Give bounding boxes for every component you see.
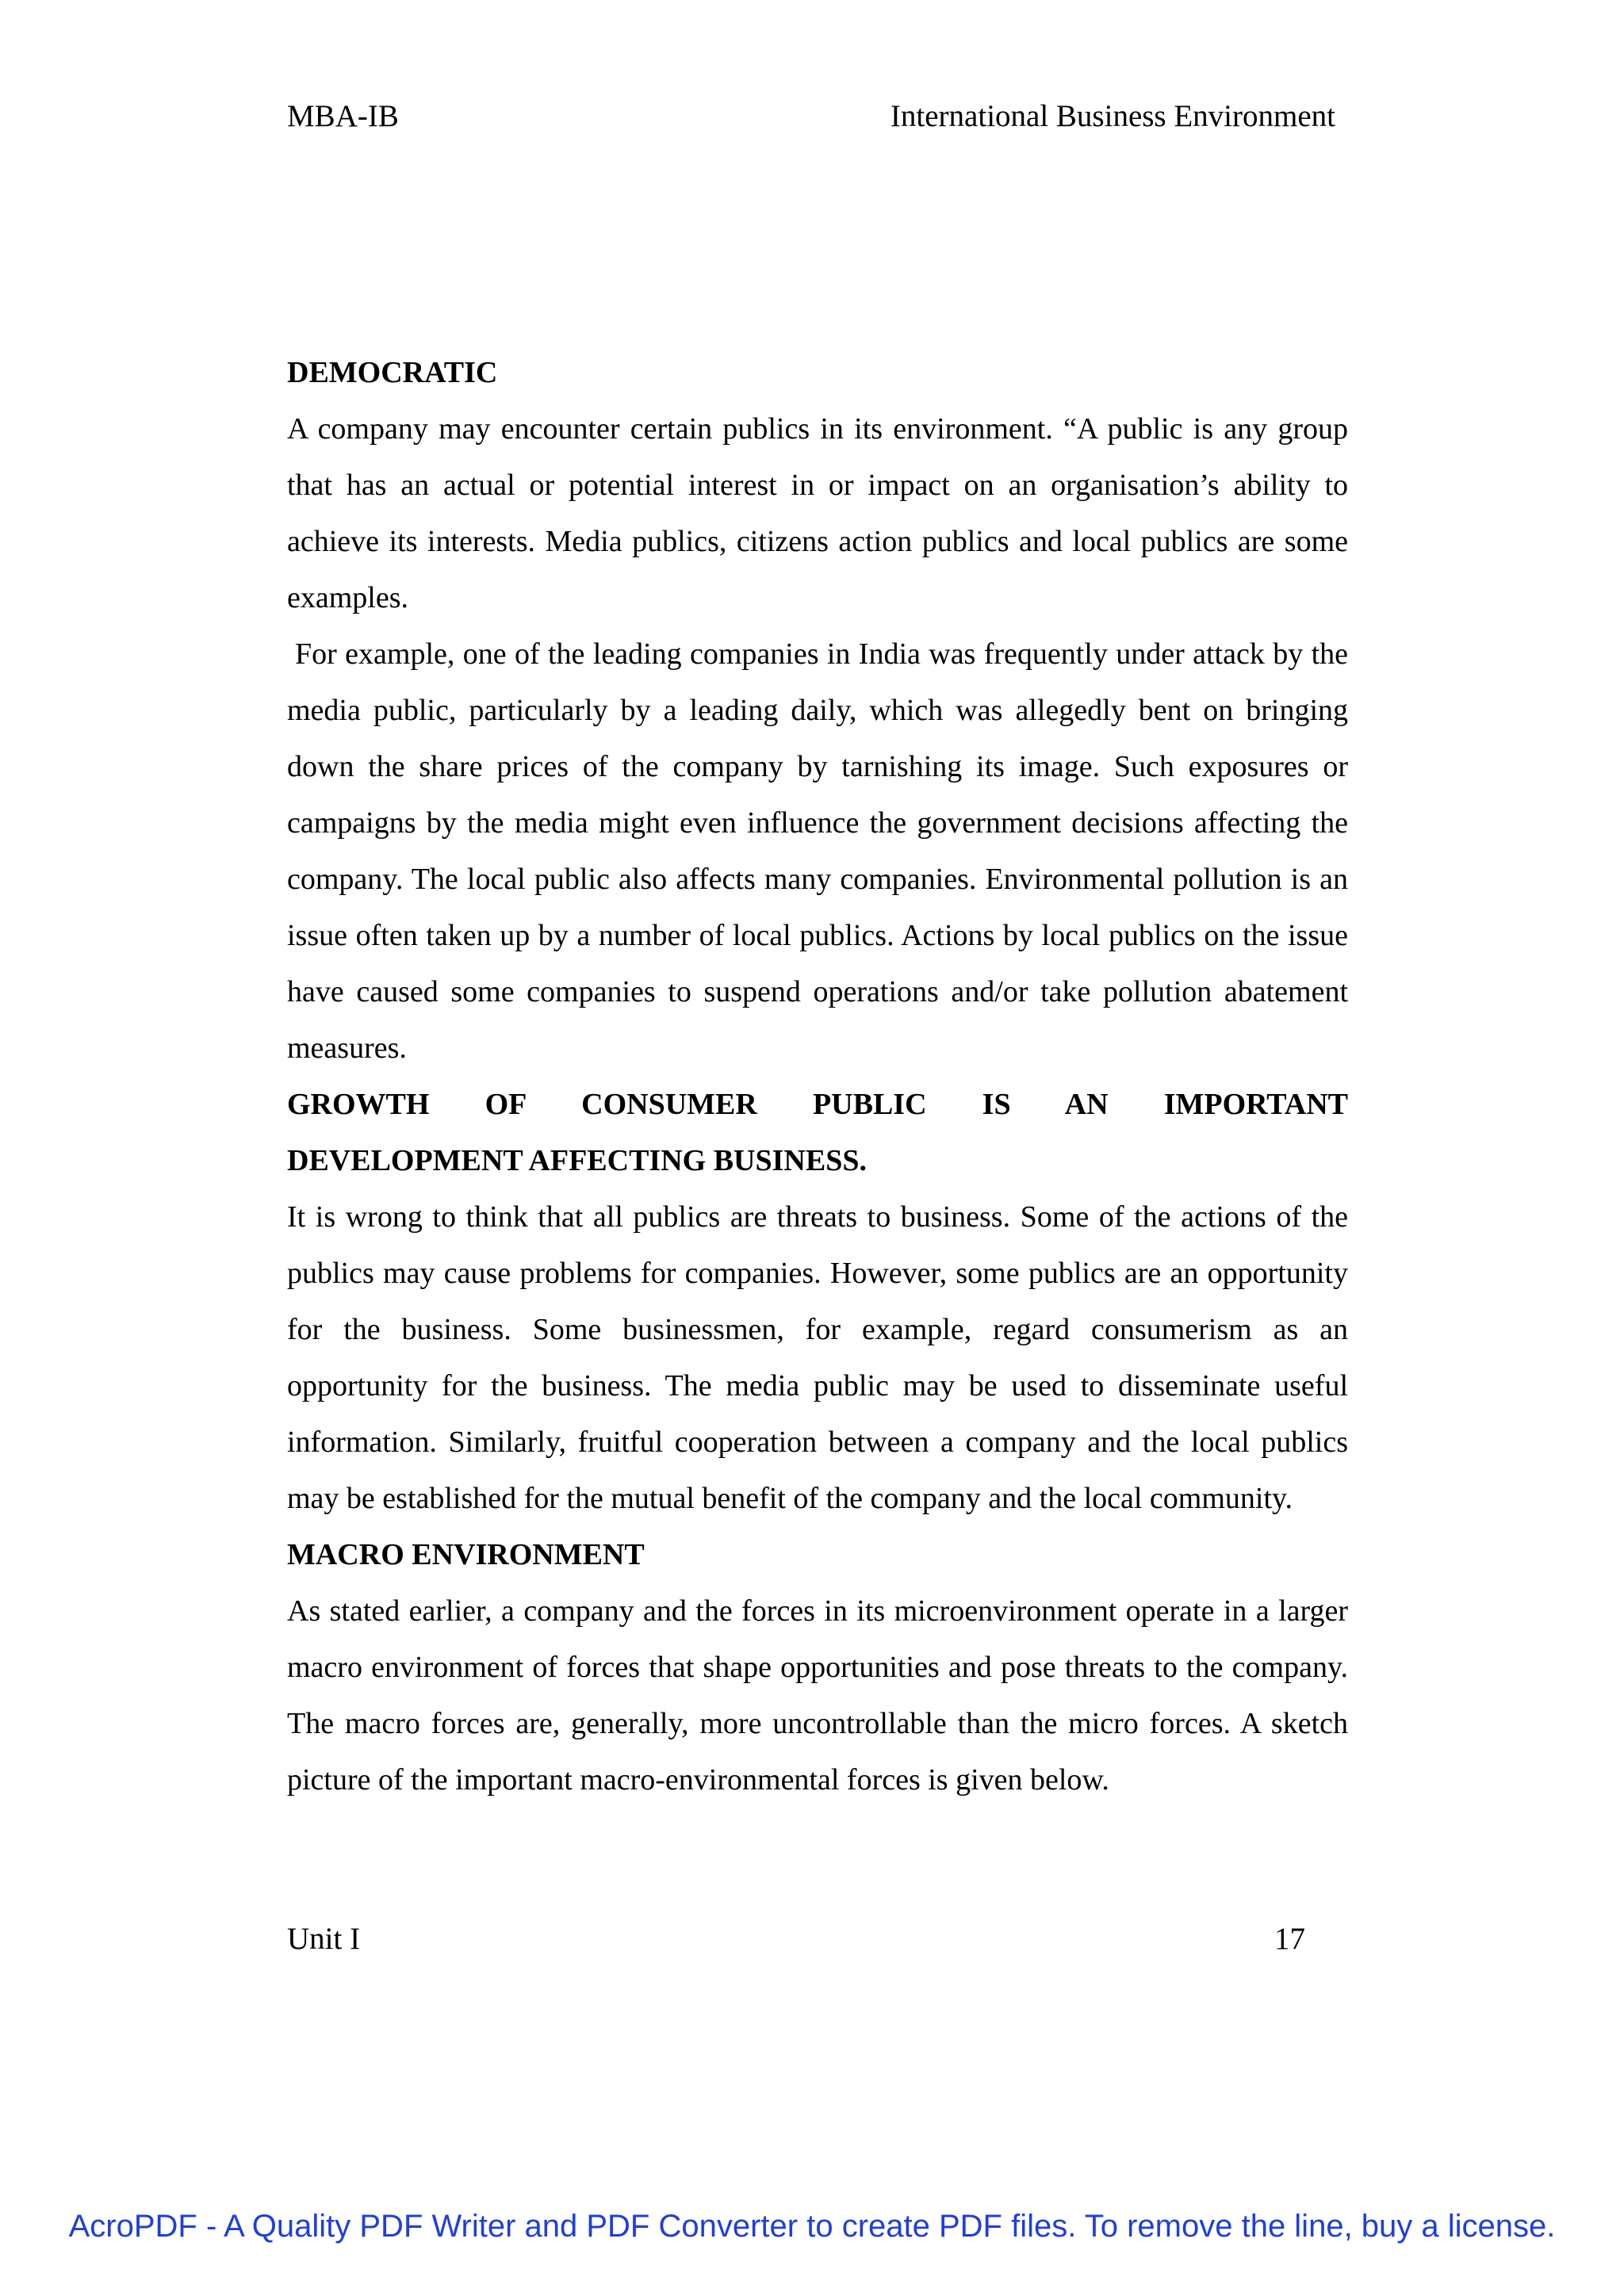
section-consumer-public — [287, 1077, 1348, 1527]
paragraph-macro-forces: As stated earlier, a company and the forces in its microenvironment operate in a larger macro environment of forces that shape opportunities and pose threats to the company. The macro forces are, generally, more uncontrollable than the micro forces. A sketch picture of the important macro-environmental forces is given below. — [287, 1594, 1348, 1797]
heading-macro-environment: MACRO ENVIRONMENT — [287, 1538, 645, 1571]
header-course-title: International Business Environment — [890, 99, 1335, 133]
paragraph-publics-intro: A company may encounter certain publics in its environment. “A public is any group that has an actual or potential interest in or impact on an organisation’s ability to achieve its interests. Media publics, citizens action publics and local publics are some examples. — [287, 412, 1348, 614]
heading-growth-line-1: GROWTH OF CONSUMER PUBLIC IS AN IMPORTANT — [287, 1088, 1348, 1121]
heading-growth-line-2: DEVELOPMENT AFFECTING BUSINESS. — [287, 1144, 867, 1177]
paragraph-publics-opportunity: It is wrong to think that all publics are threats to business. Some of the actions of the publics may cause problems for companies. However, some publics are an opportunity for the business. Some businessmen, for example, regard consumerism as an opportunity for the business. The media public may be used to disseminate useful information. Similarly, fruitful cooperation between a company and the local publics may be established for the mutual benefit of the company and the local community. — [287, 1200, 1348, 1515]
page-header — [287, 97, 1335, 136]
heading-democratic: DEMOCRATIC — [287, 356, 498, 389]
acropdf-watermark: AcroPDF - A Quality PDF Writer and PDF Converter to create PDF files. To remove the line, buy a license. — [68, 2209, 1556, 2244]
section-democratic — [287, 345, 1348, 1077]
section-macro-environment — [287, 1527, 1348, 1808]
page-footer — [287, 1919, 1305, 1960]
document-body — [287, 345, 1348, 1808]
paragraph-media-example: For example, one of the leading companies in India was frequently under attack by the media public, particularly by a leading daily, which was allegedly bent on bringing down the share prices of the company by tarnishing its image. Such exposures or campaigns by the media might even influence the government decisions affecting the company. The local public also affects many companies. Environmental pollution is an issue often taken up by a number of local publics. Actions by local publics on the issue have caused some companies to suspend operations and/or take pollution abatement measures. — [287, 637, 1348, 1065]
footer-page-number: 17 — [1274, 1922, 1305, 1956]
header-course-code: MBA-IB — [287, 99, 399, 133]
footer-unit-label: Unit I — [287, 1922, 361, 1956]
